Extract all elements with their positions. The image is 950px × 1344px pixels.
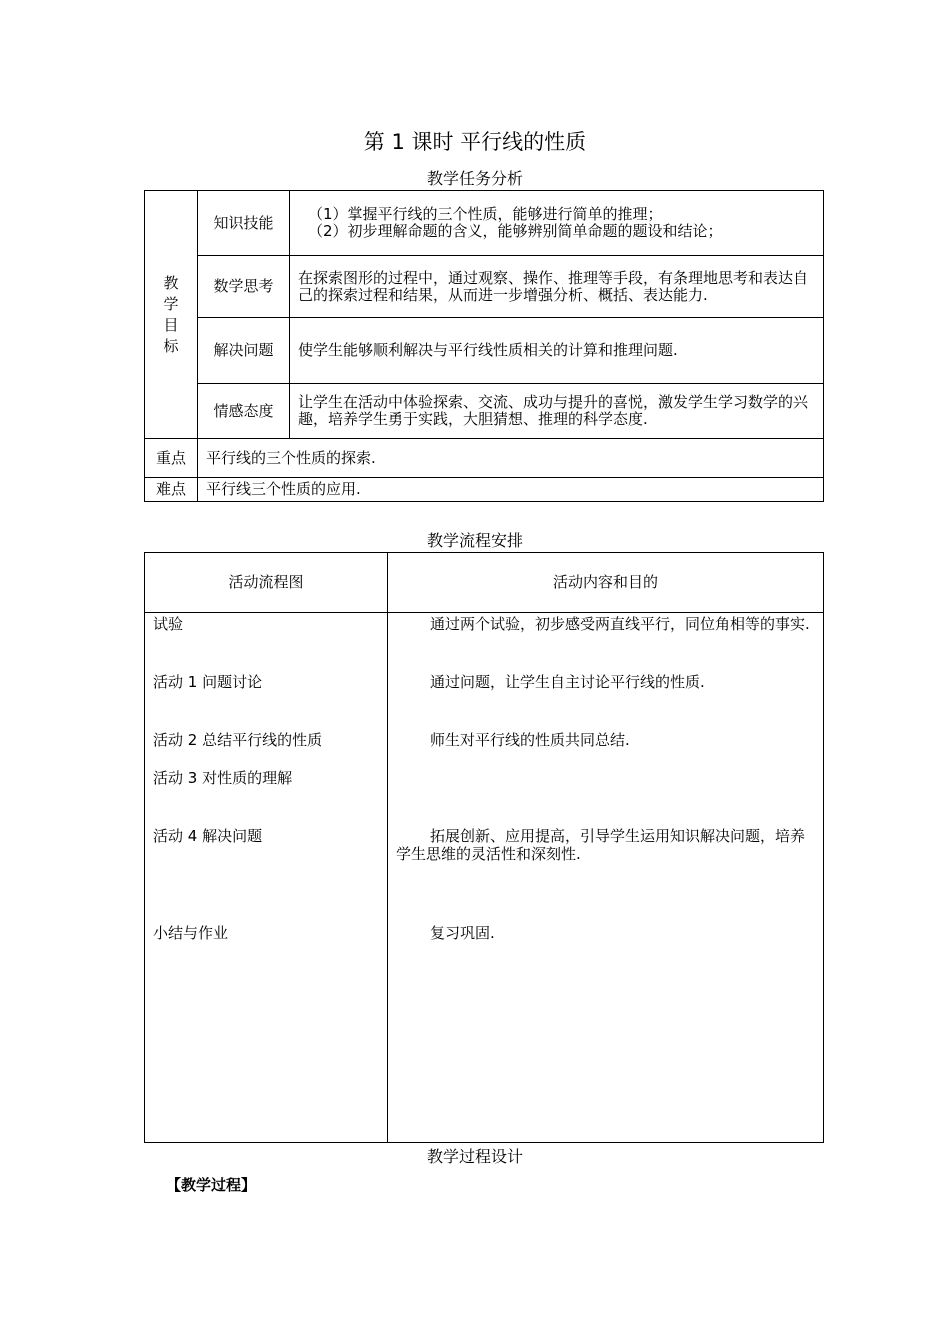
flow-header-right: 活动内容和目的 [388,553,824,613]
key-point-label: 重点 [145,439,198,478]
content-item: 师生对平行线的性质共同总结. [430,731,630,749]
flow-contents-cell [388,613,824,1143]
flow-activities-cell [145,613,388,1143]
flow-header-left: 活动流程图 [145,553,388,613]
activity-item: 活动 1 问题讨论 [153,673,263,691]
objectives-group-label: 教 学 目 标 [145,191,198,439]
content-item: 拓展创新、应用提高，引导学生运用知识解决问题，培养学生思维的灵活性和深刻性. [396,827,806,863]
objectives-table [144,190,824,502]
section-title-process-design: 教学过程设计 [426,1147,523,1166]
objective-content-knowledge: （1）掌握平行线的三个性质，能够进行简单的推理； （2）初步理解命题的含义，能够辨别简单命题的题设和结论； [290,191,824,256]
objective-content-problem-solving: 使学生能够顺利解决与平行线性质相关的计算和推理问题. [290,318,824,384]
objective-label-problem-solving: 解决问题 [198,318,290,384]
objective-label-attitude: 情感态度 [198,384,290,439]
section-title-task-analysis: 教学任务分析 [426,169,523,188]
content-item: 通过问题，让学生自主讨论平行线的性质. [430,673,705,691]
content-item: 通过两个试验，初步感受两直线平行，同位角相等的事实. [430,615,810,633]
section-title-flow: 教学流程安排 [426,531,523,550]
activity-item: 小结与作业 [153,924,229,942]
activity-item: 活动 4 解决问题 [153,827,263,845]
content-item: 复习巩固. [430,924,495,942]
activity-item: 活动 3 对性质的理解 [153,769,293,787]
objective-content-thinking: 在探索图形的过程中，通过观察、操作、推理等手段，有条理地思考和表达自己的探索过程和结果，从而进一步增强分析、概括、表达能力. [290,256,824,318]
objective-label-thinking: 数学思考 [198,256,290,318]
difficult-point-text: 平行线三个性质的应用. [198,478,824,502]
page-title: 第 1 课时 平行线的性质 [363,130,587,154]
objective-label-knowledge: 知识技能 [198,191,290,256]
flow-table [144,552,824,1143]
teaching-process-label: 【教学过程】 [166,1176,257,1194]
difficult-point-label: 难点 [145,478,198,502]
objective-content-attitude: 让学生在活动中体验探索、交流、成功与提升的喜悦，激发学生学习数学的兴趣，培养学生勇于实践，大胆猜想、推理的科学态度. [290,384,824,439]
activity-item: 活动 2 总结平行线的性质 [153,731,323,749]
activity-item: 试验 [153,615,184,633]
key-point-text: 平行线的三个性质的探索. [198,439,824,478]
